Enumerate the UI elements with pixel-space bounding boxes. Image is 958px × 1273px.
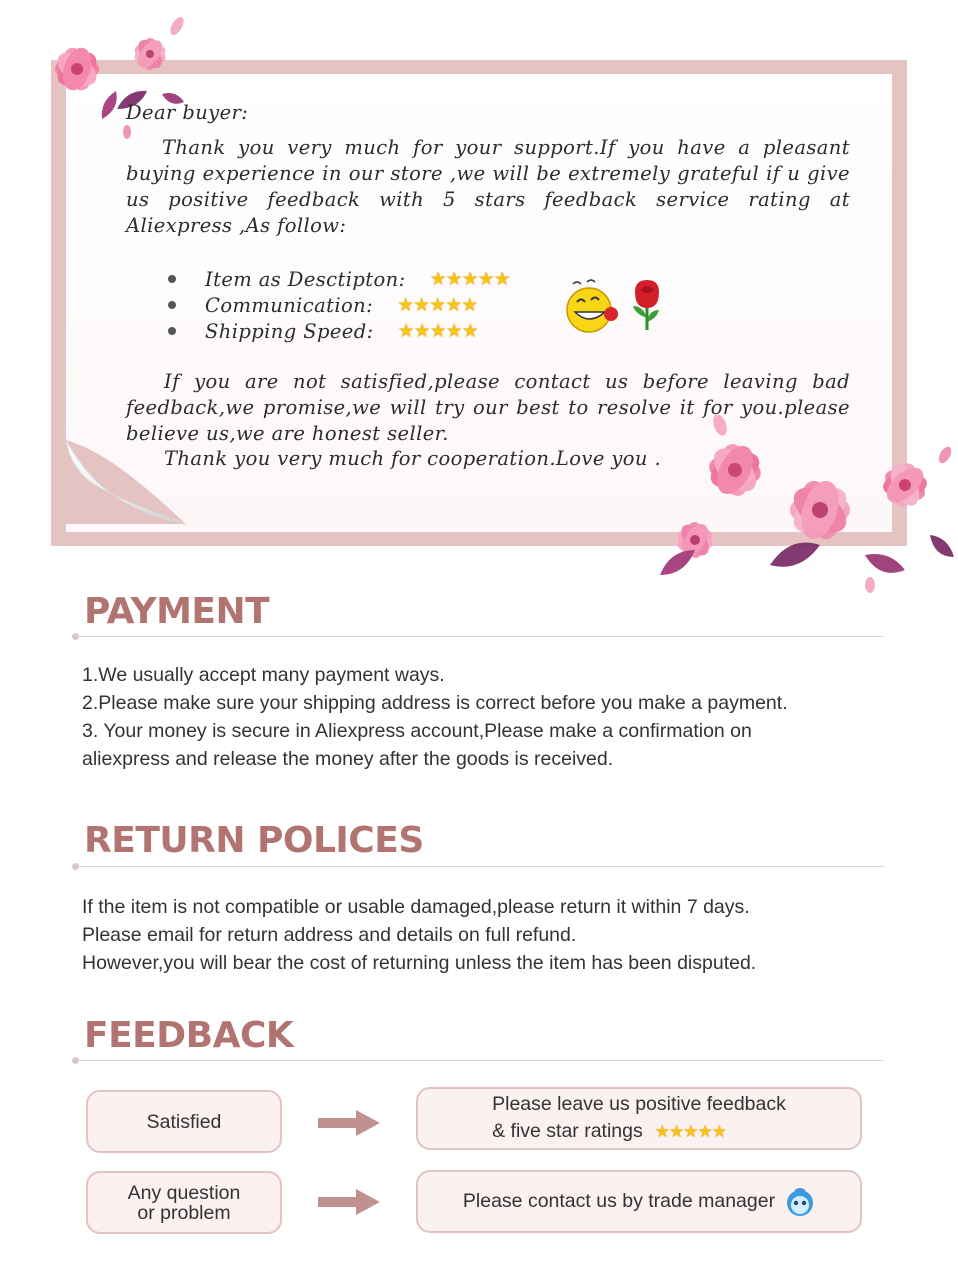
satisfied-box	[86, 1090, 282, 1153]
bullet-icon	[168, 301, 176, 309]
rating-item-shipping	[168, 318, 510, 344]
returns-line: If the item is not compatible or usable damaged,please return it within 7 days.	[82, 896, 750, 918]
positive-feedback-line-2	[492, 1118, 786, 1146]
payment-divider	[76, 636, 884, 637]
payment-line: 3. Your money is secure in Aliexpress account,Please make a confirmation on aliexpress and release the money after the goods is received.	[82, 720, 752, 770]
positive-feedback-line-1: Please leave us positive feedback	[492, 1093, 786, 1115]
positive-feedback-box	[416, 1087, 862, 1150]
payment-title: PAYMENT	[84, 591, 270, 632]
returns-line: However,you will bear the cost of returning unless the item has been disputed.	[82, 952, 757, 974]
return-policies-title: RETURN POLICES	[84, 820, 424, 861]
returns-divider	[76, 866, 884, 867]
contact-text: Please contact us by trade manager	[462, 1190, 776, 1212]
payment-line: 1.We usually accept many payment ways.	[82, 664, 445, 686]
rose-icon	[630, 280, 664, 332]
satisfied-label: Satisfied	[146, 1110, 222, 1133]
rating-label: Item as Desctipton:	[205, 267, 406, 291]
arrow-right-icon	[318, 1110, 380, 1136]
bullet-icon	[168, 327, 176, 335]
payment-body	[82, 661, 882, 773]
rating-label: Shipping Speed:	[205, 319, 374, 343]
bullet-icon	[168, 275, 176, 283]
rating-item-description	[168, 266, 510, 292]
returns-line: Please email for return address and details on full refund.	[82, 924, 577, 946]
letter-paragraph-dissatisfied: If you are not satisfied,please contact us before leaving bad feedback,we promise,we will try our best to resolve it for you.please believe us,we are honest seller.	[126, 370, 850, 445]
five-star-icon: ★★★★★	[397, 294, 478, 316]
trade-manager-icon	[785, 1187, 815, 1217]
five-star-icon: ★★★★★	[397, 320, 478, 342]
question-line-1: Any question	[127, 1181, 241, 1204]
five-star-ratings-label: & five star ratings	[492, 1120, 643, 1142]
question-text	[128, 1183, 241, 1223]
rating-label: Communication:	[205, 293, 374, 317]
letter-paragraph-intro: Thank you very much for your support.If you have a pleasant buying experience in our store ,we will be extremely grateful if u give us positive feedback with 5 stars feedback service rating at Aliexpress ,As follow:	[126, 136, 850, 237]
question-box	[86, 1171, 282, 1234]
returns-body	[82, 893, 882, 977]
arrow-right-icon	[318, 1189, 380, 1215]
question-line-2: or problem	[137, 1201, 231, 1224]
feedback-divider	[76, 1060, 884, 1061]
positive-feedback-text	[492, 1091, 786, 1146]
five-star-icon: ★★★★★	[429, 268, 510, 290]
smiley-face-icon	[565, 278, 623, 334]
contact-box	[416, 1170, 862, 1233]
letter-greeting: Dear buyer:	[126, 101, 249, 124]
rating-item-communication	[168, 292, 510, 318]
letter-closing: Thank you very much for cooperation.Love you .	[164, 447, 662, 470]
rating-list	[168, 266, 510, 344]
five-star-icon: ★★★★★	[654, 1122, 726, 1142]
feedback-title: FEEDBACK	[84, 1015, 294, 1056]
payment-line: 2.Please make sure your shipping address is correct before you make a payment.	[82, 692, 788, 714]
